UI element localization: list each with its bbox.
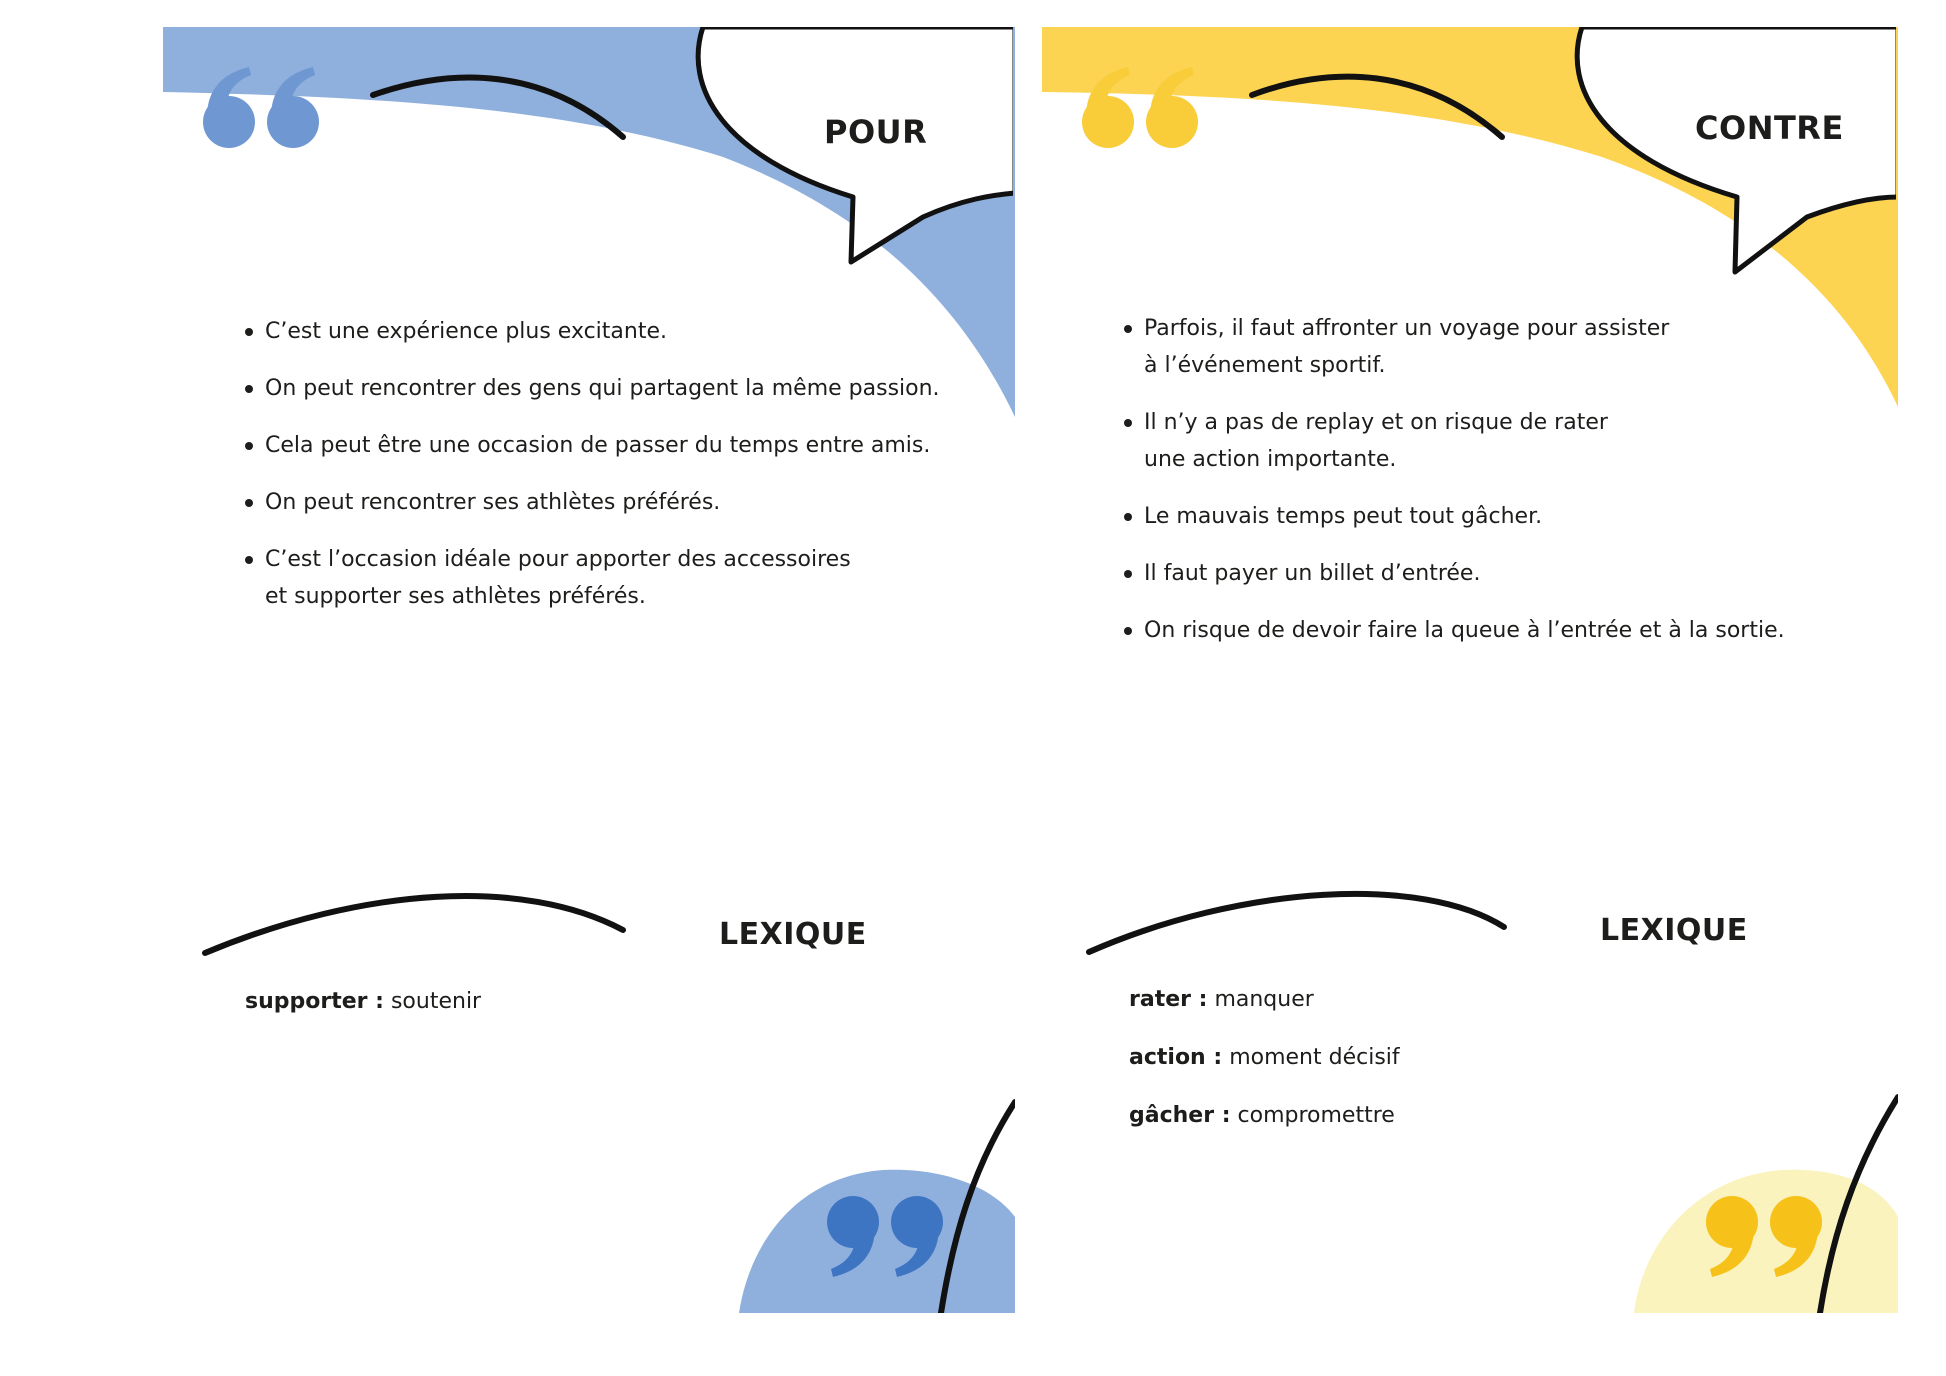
pour-arguments-list (245, 313, 965, 635)
pour-title: POUR (824, 113, 928, 151)
glossary-entry (245, 987, 845, 1017)
pour-lexique-arc (205, 896, 623, 953)
pour-glossary (245, 987, 845, 1045)
contre-glossary (1129, 985, 1729, 1159)
pour-lexique-title: LEXIQUE (719, 917, 867, 952)
list-item: Cela peut être une occasion de passer du temps entre amis. (245, 427, 965, 464)
glossary-term: rater : (1129, 987, 1208, 1012)
list-item: On peut rencontrer des gens qui partagent la même passion. (245, 370, 965, 407)
glossary-term: action : (1129, 1045, 1223, 1070)
list-item: Parfois, il faut affronter un voyage pour assister à l’événement sportif. (1124, 310, 1844, 384)
list-item: C’est une expérience plus excitante. (245, 313, 965, 350)
glossary-definition: moment décisif (1229, 1045, 1400, 1070)
contre-lexique-arc (1089, 894, 1504, 952)
list-item: Le mauvais temps peut tout gâcher. (1124, 498, 1844, 535)
glossary-definition: manquer (1214, 987, 1314, 1012)
contre-bottom-blob (1634, 1170, 1898, 1313)
list-item: On peut rencontrer ses athlètes préférés. (245, 484, 965, 521)
list-item: Il n’y a pas de replay et on risque de rater une action importante. (1124, 404, 1844, 478)
contre-arguments-list (1124, 310, 1844, 669)
contre-card (1042, 27, 1898, 1313)
list-item: C’est l’occasion idéale pour apporter des accessoires et supporter ses athlètes préférés. (245, 541, 965, 615)
glossary-definition: compromettre (1237, 1103, 1395, 1128)
glossary-term: gâcher : (1129, 1103, 1231, 1128)
contre-title: CONTRE (1695, 109, 1844, 147)
glossary-entry (1129, 1043, 1729, 1073)
list-item: Il faut payer un billet d’entrée. (1124, 555, 1844, 592)
contre-lexique-title: LEXIQUE (1600, 913, 1748, 948)
list-item: On risque de devoir faire la queue à l’entrée et à la sortie. (1124, 612, 1844, 649)
glossary-definition: soutenir (390, 989, 482, 1014)
pour-card (163, 27, 1015, 1313)
glossary-entry (1129, 985, 1729, 1015)
pour-card-decoration (163, 27, 1015, 1313)
glossary-term: supporter : (245, 989, 384, 1014)
glossary-entry (1129, 1101, 1729, 1131)
